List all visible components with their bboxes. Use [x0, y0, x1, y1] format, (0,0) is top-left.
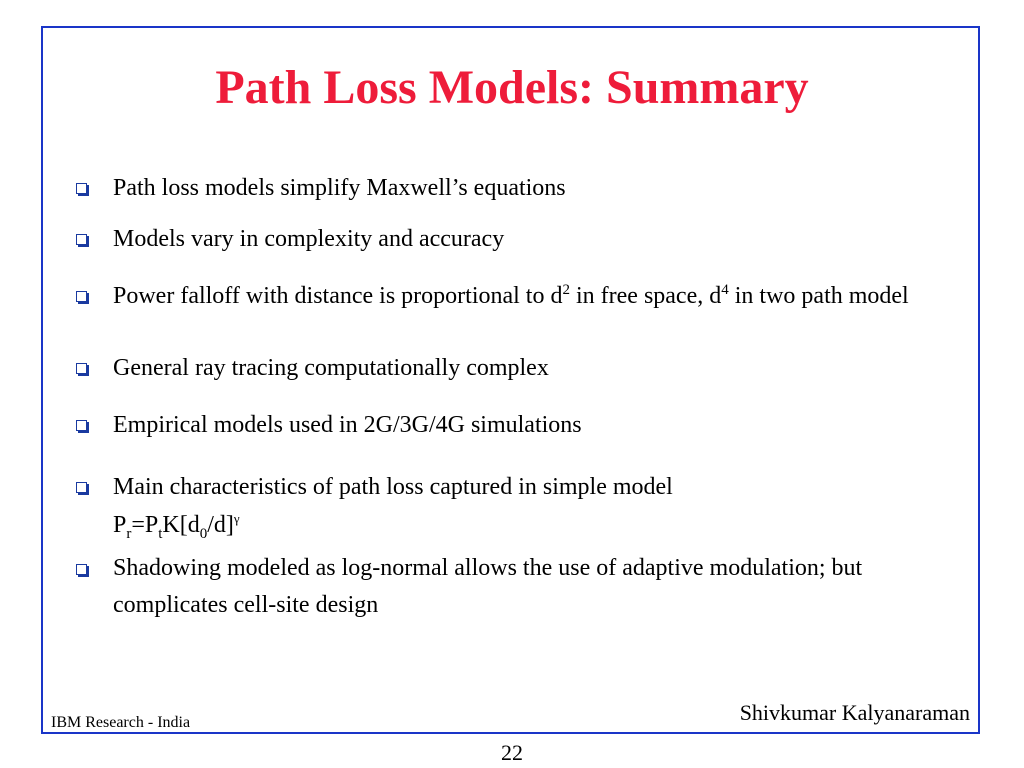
bullet-text: Main characteristics of path loss captured in simple model [113, 474, 673, 500]
square-bullet-icon [76, 363, 87, 374]
bullet-text-part: in two path model [728, 283, 909, 309]
footer-author: Shivkumar Kalyanaraman [739, 700, 970, 725]
formula-subscript: t [158, 525, 163, 542]
exponent: 4 [721, 282, 729, 298]
slide-title: Path Loss Models: Summary [215, 61, 809, 114]
footer-organization: IBM Research - India [51, 714, 191, 731]
formula-part: /d] [207, 512, 234, 538]
bullet-text-part: in free space, d [569, 283, 722, 309]
square-bullet-icon [76, 291, 87, 302]
square-bullet-icon [76, 482, 87, 493]
square-bullet-icon [76, 234, 87, 245]
formula-subscript: r [126, 525, 132, 542]
square-bullet-icon [76, 420, 87, 431]
bullet-text: Shadowing modeled as log-normal allows the use of adaptive modulation; but complicates cell-site design [113, 555, 863, 618]
bullet-text: Models vary in complexity and accuracy [113, 226, 505, 252]
bullet-text [113, 281, 933, 311]
exponent: 2 [562, 282, 570, 298]
square-bullet-icon [76, 183, 87, 194]
bullet-text: Path loss models simplify Maxwell’s equations [113, 175, 566, 201]
path-loss-formula [113, 510, 240, 540]
bullet-text: General ray tracing computationally complex [113, 355, 549, 381]
page-number: 22 [501, 740, 523, 765]
formula-exponent: γ [233, 511, 240, 526]
formula-part: P [113, 512, 127, 538]
formula-part: =P [131, 512, 159, 538]
square-bullet-icon [76, 564, 87, 575]
bullet-text-part: Power falloff with distance is proportional to d [113, 283, 563, 309]
formula-part: K[d [162, 512, 200, 538]
formula-subscript: 0 [199, 525, 208, 542]
bullet-text: Empirical models used in 2G/3G/4G simulations [113, 412, 582, 438]
